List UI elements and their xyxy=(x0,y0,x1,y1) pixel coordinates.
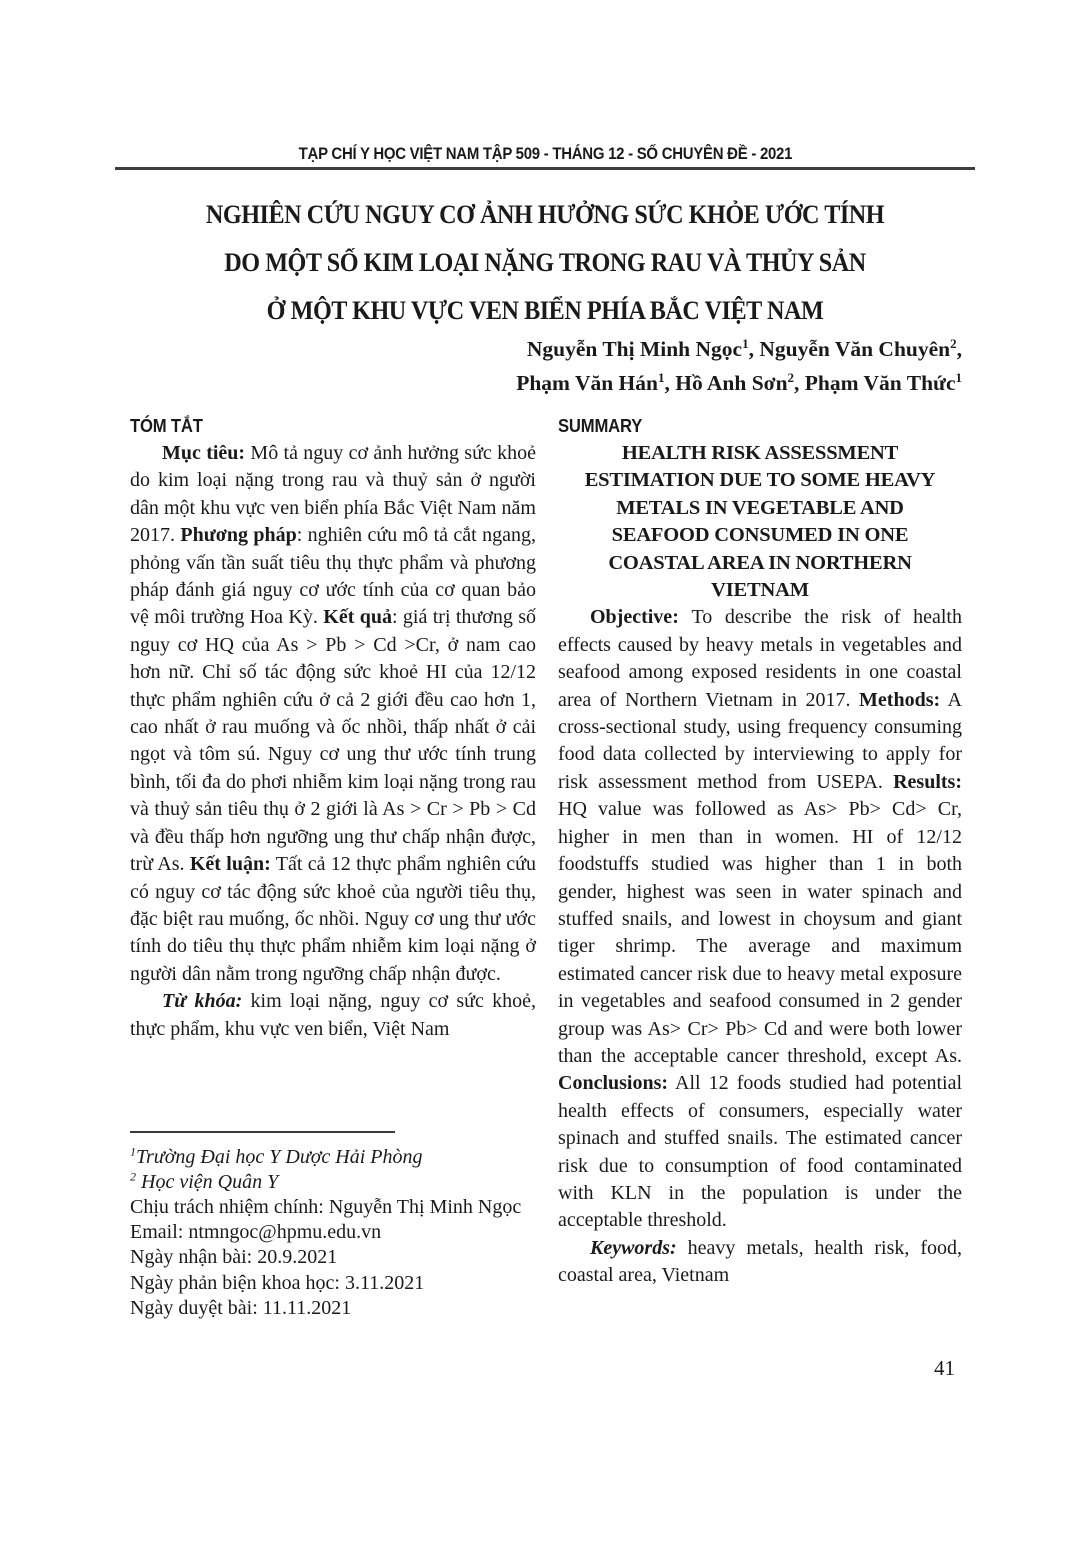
summary-keywords: Keywords: heavy metals, health risk, food, coastal area, Vietnam xyxy=(558,1236,962,1287)
footnote-line-corresponding-author: Chịu trách nhiệm chính: Nguyễn Thị Minh Ngọc xyxy=(130,1196,522,1218)
footnote-line-email: Email: ntmngoc@hpmu.edu.vn xyxy=(130,1221,382,1244)
header-rule xyxy=(115,167,975,170)
summary-heading: SUMMARY xyxy=(558,415,643,436)
journal-header xyxy=(115,144,975,164)
abstract-vi-paragraph: Mục tiêu: Mô tả nguy cơ ảnh hưởng sức khoẻ do kim loại nặng trong rau và thuỷ sản ở người dân một khu vực ven biển phía Bắc Việt Nam năm 2017. Phương pháp: nghiên cứu mô tả cắt ngang, phỏng vấn tần suất tiêu thụ thực phẩm và phương pháp đánh giá nguy cơ ước tính của cơ quan bảo vệ môi trường Hoa Kỳ. Kết quả: giá trị thương số nguy cơ HQ của As > Pb > Cd >Cr, ở nam cao hơn nữ. Chỉ số tác động sức khoẻ HI của 12/12 thực phẩm nghiên cứu ở cả 2 giới đều cao hơn 1, cao nhất ở rau muống và ốc nhồi, thấp nhất ở cải ngọt và tôm sú. Nguy cơ ung thư ước tính trung bình, tối đa do phơi nhiễm kim loại nặng trong rau và thuỷ sản tiêu thụ ở 2 giới là As > Cr > Pb > Cd và đều thấp hơn ngưỡng ung thư chấp nhận được, trừ As. Kết luận: Tất cả 12 thực phẩm nghiên cứu có nguy cơ tác động sức khoẻ của người tiêu thụ, đặc biệt rau muống, ốc nhồi. Nguy cơ ung thư ước tính do tiêu thụ thực phẩm nhiễm kim loại nặng ở người dân nằm trong ngưỡng chấp nhận được. xyxy=(130,442,537,985)
footnote-line-review-date: Ngày phản biện khoa học: 3.11.2021 xyxy=(130,1271,425,1294)
summary-title-line: METALS IN VEGETABLE AND xyxy=(616,496,904,519)
page-number: 41 xyxy=(934,1356,955,1380)
authors-block xyxy=(402,333,962,400)
footnote xyxy=(130,1131,536,1321)
footnote-line-received-date: Ngày nhận bài: 20.9.2021 xyxy=(130,1246,338,1269)
author-line: Phạm Văn Hán$^1$, Hồ Anh Sơn$^2$, Phạm Văn Thức$^1$ xyxy=(516,369,962,395)
summary-title-line: SEAFOOD CONSUMED IN ONE xyxy=(611,524,909,547)
summary-title-line: ESTIMATION DUE TO SOME HEAVY xyxy=(584,469,936,492)
article-title-line: DO MỘT SỐ KIM LOẠI NẶNG TRONG RAU VÀ THỦY SẢN xyxy=(224,248,866,277)
author-line: Nguyễn Thị Minh Ngọc$^1$, Nguyễn Văn Chuyên$^2$, xyxy=(526,335,962,361)
summary-title-line: HEALTH RISK ASSESSMENT xyxy=(621,442,899,464)
article-title-line: NGHIÊN CỨU NGUY CƠ ẢNH HƯỞNG SỨC KHỎE ƯỚC TÍNH xyxy=(205,200,885,229)
affiliation-line: $^1$Trường Đại học Y Dược Hải Phòng xyxy=(130,1144,423,1168)
article-title xyxy=(0,191,1090,335)
abstract-vi-heading: TÓM TẮT xyxy=(130,415,203,436)
summary-en-section xyxy=(558,412,962,1290)
footnote-line-accepted-date: Ngày duyệt bài: 11.11.2021 xyxy=(130,1296,352,1319)
article-title-line: Ở MỘT KHU VỰC VEN BIỂN PHÍA BẮC VIỆT NAM xyxy=(266,296,824,325)
affiliation-line: $^2$ Học viện Quân Y xyxy=(130,1169,279,1193)
abstract-vi-keywords: Từ khóa: kim loại nặng, nguy cơ sức khoẻ, thực phẩm, khu vực ven biển, Việt Nam xyxy=(130,990,537,1040)
footnote-divider xyxy=(130,1131,395,1133)
journal-header-text: TẠP CHÍ Y HỌC VIỆT NAM TẬP 509 - THÁNG 12 - SỐ CHUYÊN ĐỀ - 2021 xyxy=(298,144,792,163)
summary-title-line: VIETNAM xyxy=(711,579,809,602)
summary-paragraph: Objective: To describe the risk of health effects caused by heavy metals in vegetables and seafood among exposed residents in one coastal area of Northern Vietnam in 2017. Methods: A cross-sectional study, using frequency consuming food data collected by interviewing to apply for risk assessment method from USEPA. Results: HQ value was followed as As> Pb> Cd> Cr, higher in men than in women. HI of 12/12 foodstuffs studied was higher than 1 in both gender, highest was seen in water spinach and stuffed snails, and lowest in choysum and giant tiger shrimp. The average and maximum estimated cancer risk due to heavy metal exposure in vegetables and seafood consumed in 2 gender group was As> Cr> Pb> Cd and were both lower than the acceptable cancer threshold, except As. Conclusions: All 12 foods studied had potential health effects of consumers, especially water spinach and stuffed snails. The estimated cancer risk due to consumption of food contaminated with KLN in the population is under the acceptable threshold. xyxy=(558,606,963,1232)
summary-title xyxy=(558,440,962,604)
abstract-vi-section xyxy=(130,412,536,1043)
summary-title-line: COASTAL AREA IN NORTHERN xyxy=(608,551,912,574)
